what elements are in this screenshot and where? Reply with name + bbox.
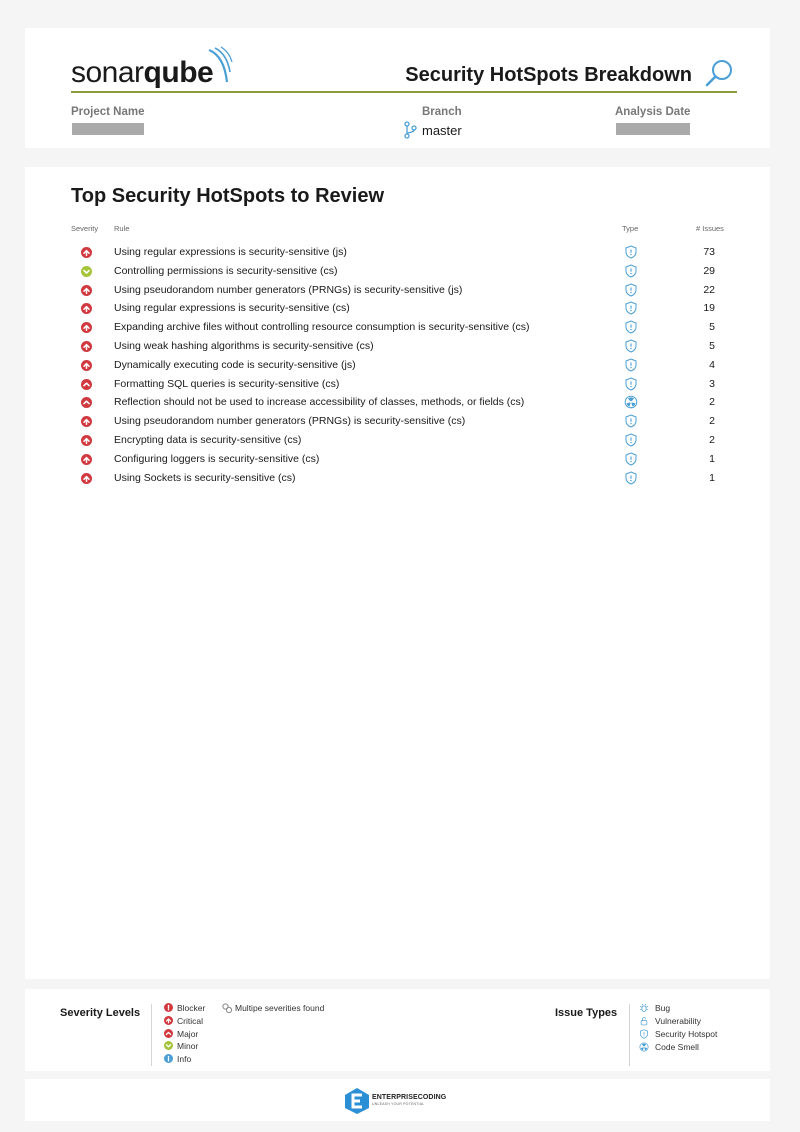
severity-critical-icon — [164, 1016, 173, 1027]
severity-critical-icon — [81, 303, 92, 314]
table-row — [25, 339, 770, 358]
security-hotspot-icon — [624, 433, 638, 452]
severity-minor-icon — [81, 266, 92, 277]
severity-critical-icon — [81, 435, 92, 446]
branch-label: Branch — [422, 106, 462, 118]
table-row — [25, 433, 770, 452]
table-row — [25, 452, 770, 471]
severity-major-icon — [164, 1029, 173, 1040]
security-hotspot-icon — [624, 339, 638, 358]
security-hotspot-icon — [624, 301, 638, 320]
rule-name: Dynamically executing code is security-sensitive (js) — [114, 358, 356, 371]
table-row — [25, 395, 770, 414]
table-row — [25, 414, 770, 433]
company-name: ENTERPRISECODING — [372, 1094, 447, 1101]
multiple-severities-icon — [222, 1003, 233, 1014]
enterprisecoding-hex-icon — [343, 1087, 371, 1115]
legend-type-label: Security Hotspot — [655, 1029, 718, 1039]
code-smell-icon — [624, 395, 638, 414]
rule-name: Using Sockets is security-sensitive (cs) — [114, 471, 296, 484]
bug-icon — [639, 1003, 649, 1015]
issue-count: 2 — [709, 415, 715, 428]
security-hotspot-icon — [624, 283, 638, 302]
legend-panel — [25, 989, 770, 1071]
logo-text-regular: sonar — [71, 56, 144, 89]
rule-name: Reflection should not be used to increase accessibility of classes, methods, or fields (cs) — [114, 396, 525, 409]
severity-critical-icon — [81, 341, 92, 352]
severity-blocker-icon — [164, 1003, 173, 1014]
search-icon — [704, 58, 734, 88]
severity-critical-icon — [81, 360, 92, 371]
severity-minor-icon — [164, 1041, 173, 1052]
severity-info-icon — [164, 1054, 173, 1065]
rule-name: Formatting SQL queries is security-sensitive (cs) — [114, 377, 340, 390]
security-hotspot-icon — [639, 1029, 649, 1041]
column-header-type: Type — [622, 224, 639, 233]
vulnerability-icon — [639, 1016, 649, 1028]
security-hotspot-icon — [624, 358, 638, 377]
severity-critical-icon — [81, 285, 92, 296]
issue-count: 22 — [703, 283, 715, 296]
issue-count: 19 — [703, 302, 715, 315]
logo-waves-icon — [207, 46, 233, 86]
issue-types-legend-title: Issue Types — [555, 1007, 618, 1019]
legend-type-label: Vulnerability — [655, 1016, 701, 1026]
enterprisecoding-logo — [343, 1087, 458, 1115]
severity-critical-icon — [81, 416, 92, 427]
issue-count: 2 — [709, 396, 715, 409]
analysis-date-redacted — [616, 123, 690, 135]
security-hotspot-icon — [624, 414, 638, 433]
legend-severity-label: Minor — [177, 1041, 199, 1052]
section-title: Top Security HotSpots to Review — [71, 185, 384, 207]
legend-severity-label: Critical — [177, 1015, 203, 1026]
table-row — [25, 358, 770, 377]
rule-name: Configuring loggers is security-sensitive (cs) — [114, 452, 320, 465]
legend-severity-label: Blocker — [177, 1003, 206, 1013]
issue-count: 2 — [709, 434, 715, 446]
legend-type-label: Bug — [655, 1003, 671, 1013]
security-hotspot-icon — [624, 245, 638, 264]
severity-major-icon — [81, 397, 92, 408]
issue-count: 73 — [703, 246, 715, 258]
table-row — [25, 301, 770, 320]
severity-critical-icon — [81, 322, 92, 333]
rule-name: Expanding archive files without controlling resource consumption is security-sensitive (cs) — [114, 321, 530, 334]
table-row — [25, 264, 770, 283]
issue-count: 3 — [709, 377, 715, 390]
table-row — [25, 320, 770, 339]
hotspots-panel — [25, 167, 770, 979]
report-footer — [25, 1079, 770, 1121]
column-header-issues: # Issues — [696, 224, 724, 233]
legend-divider — [629, 1004, 630, 1066]
legend-severity-label: Info — [177, 1054, 192, 1065]
column-header-severity: Severity — [71, 224, 99, 233]
table-row — [25, 377, 770, 396]
issue-count: 5 — [709, 321, 715, 334]
branch-icon — [403, 121, 417, 139]
rule-name: Encrypting data is security-sensitive (cs) — [114, 434, 302, 446]
multiple-severities-label: Multipe severities found — [235, 1003, 325, 1013]
legend-divider — [151, 1004, 152, 1066]
severity-major-icon — [81, 379, 92, 390]
branch-value: master — [422, 123, 462, 138]
analysis-date-label: Analysis Date — [615, 106, 691, 118]
table-row — [25, 245, 770, 264]
column-header-rule: Rule — [114, 224, 130, 233]
issue-count: 29 — [703, 264, 715, 277]
security-hotspot-icon — [624, 452, 638, 471]
issue-count: 1 — [709, 471, 715, 484]
company-tagline: UNLEASH YOUR POTENTIAL — [372, 1102, 425, 1106]
security-hotspot-icon — [624, 471, 638, 490]
security-hotspot-icon — [624, 320, 638, 339]
severity-critical-icon — [81, 473, 92, 484]
report-header — [25, 28, 770, 148]
rule-name: Using pseudorandom number generators (PRNGs) is security-sensitive (js) — [114, 283, 463, 296]
logo-text-bold: qube — [143, 56, 214, 89]
security-hotspot-icon — [624, 377, 638, 396]
header-divider — [71, 91, 737, 93]
project-name-label: Project Name — [71, 106, 145, 118]
rule-name: Using weak hashing algorithms is security-sensitive (cs) — [114, 340, 374, 352]
table-row — [25, 471, 770, 490]
issue-count: 1 — [709, 452, 715, 465]
rule-name: Controlling permissions is security-sensitive (cs) — [114, 264, 338, 277]
code-smell-icon — [639, 1042, 649, 1054]
issue-count: 5 — [709, 340, 715, 352]
legend-type-label: Code Smell — [655, 1042, 699, 1052]
legend-severity-label: Major — [177, 1028, 199, 1039]
severity-critical-icon — [81, 247, 92, 258]
rule-name: Using regular expressions is security-sensitive (js) — [114, 246, 347, 258]
rule-name: Using pseudorandom number generators (PRNGs) is security-sensitive (cs) — [114, 415, 466, 428]
report-title: Security HotSpots Breakdown — [405, 64, 692, 86]
severity-critical-icon — [81, 454, 92, 465]
project-name-redacted — [72, 123, 144, 135]
severity-legend-title: Severity Levels — [60, 1007, 141, 1019]
security-hotspot-icon — [624, 264, 638, 283]
table-row — [25, 283, 770, 302]
issue-count: 4 — [709, 358, 715, 371]
rule-name: Using regular expressions is security-sensitive (cs) — [114, 302, 350, 315]
